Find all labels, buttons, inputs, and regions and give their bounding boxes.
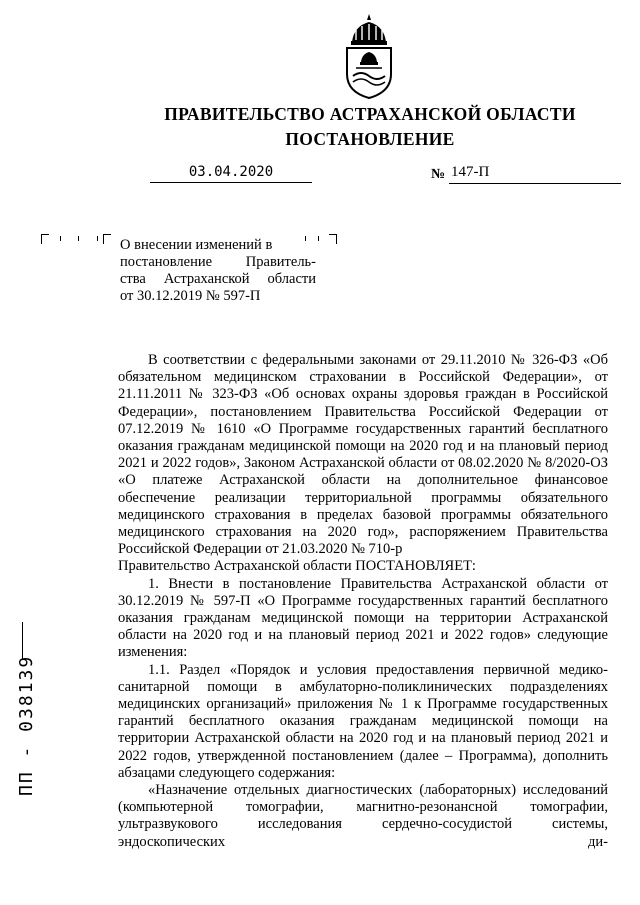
document-number: 147-П [449,164,621,184]
corner-mark-subject-left [103,234,111,244]
number-label: № [431,167,446,182]
quoted-paragraph: «Назначение отдельных диагностических (лабораторных) исследований (компьютерной томографии, магнитно-резонансной томографии, ультразвукового исследования сердечно-сосудистой системы, эндоскопических ди- [118,782,608,850]
subject-line: постановление Правитель- [120,254,316,270]
subject-line: от 30.12.2019 № 597-П [120,288,261,304]
subject-line: ства Астраханской области [120,271,316,287]
serial-number-stamp: ПП - 038139 [16,654,37,796]
scan-mark [78,236,79,241]
resolves-line: Правительство Астраханской области ПОСТАНОВЛЯЕТ: [118,558,476,575]
document-subject [120,237,316,305]
corner-mark-subject-right [329,234,337,244]
scan-mark [97,236,98,241]
scan-mark [60,236,61,241]
corner-mark-left [41,234,49,244]
document-type-title: ПОСТАНОВЛЕНИЕ [285,129,455,149]
item-1-paragraph: 1. Внести в постановление Правительства Астраханской области от 30.12.2019 № 597-П «О Программе государственных гарантий бесплатного оказания гражданам медицинской помощи на территории Астраханской области на 2020 год и на плановый период 2021 и 2022 годов» следующие изменения: [118,575,608,661]
scan-mark [318,236,319,241]
subject-line: О внесении изменений в [120,237,273,253]
document-date: 03.04.2020 [150,164,312,183]
government-title: ПРАВИТЕЛЬСТВО АСТРАХАНСКОЙ ОБЛАСТИ [164,104,576,124]
document-body [118,352,608,851]
item-1-1-paragraph: 1.1. Раздел «Порядок и условия предоставления первичной медико-санитарной помощи в амбулаторно-поликлинических подразделениях медицинских организаций» приложения № 1 к Программе государственных гарантий бесплатного оказания гражданам медицинской помощи на территории Астраханской области на 2020 год и на плановый период 2021 и 2022 годов, утвержденной постановлением (далее – Программа), дополнить абзацами следующего содержания: [118,661,608,781]
preamble-paragraph: В соответствии с федеральными законами от 29.11.2010 № 326-ФЗ «Об обязательном медицинском страховании в Российской Федерации», от 21.11.2011 № 323-ФЗ «Об основах охраны здоровья граждан в Российской Федерации», постановлением Правительства Российской Федерации от 07.12.2019 № 1610 «О Программе государственных гарантий бесплатного оказания гражданам медицинской помощи на 2020 год и на плановый период 2021 и 2022 годов», Законом Астраханской области от 08.02.2020 № 8/2020-ОЗ «О платеже Астраханской области на дополнительное финансовое обеспечение реализации территориальной программы обязательного медицинского страхования в пределах базовой программы обязательного медицинского страхования на 2020 год», распоряжением Правительства Российской Федерации от 21.03.2020 № 710-р [118,352,608,558]
coat-of-arms-emblem [342,12,396,100]
